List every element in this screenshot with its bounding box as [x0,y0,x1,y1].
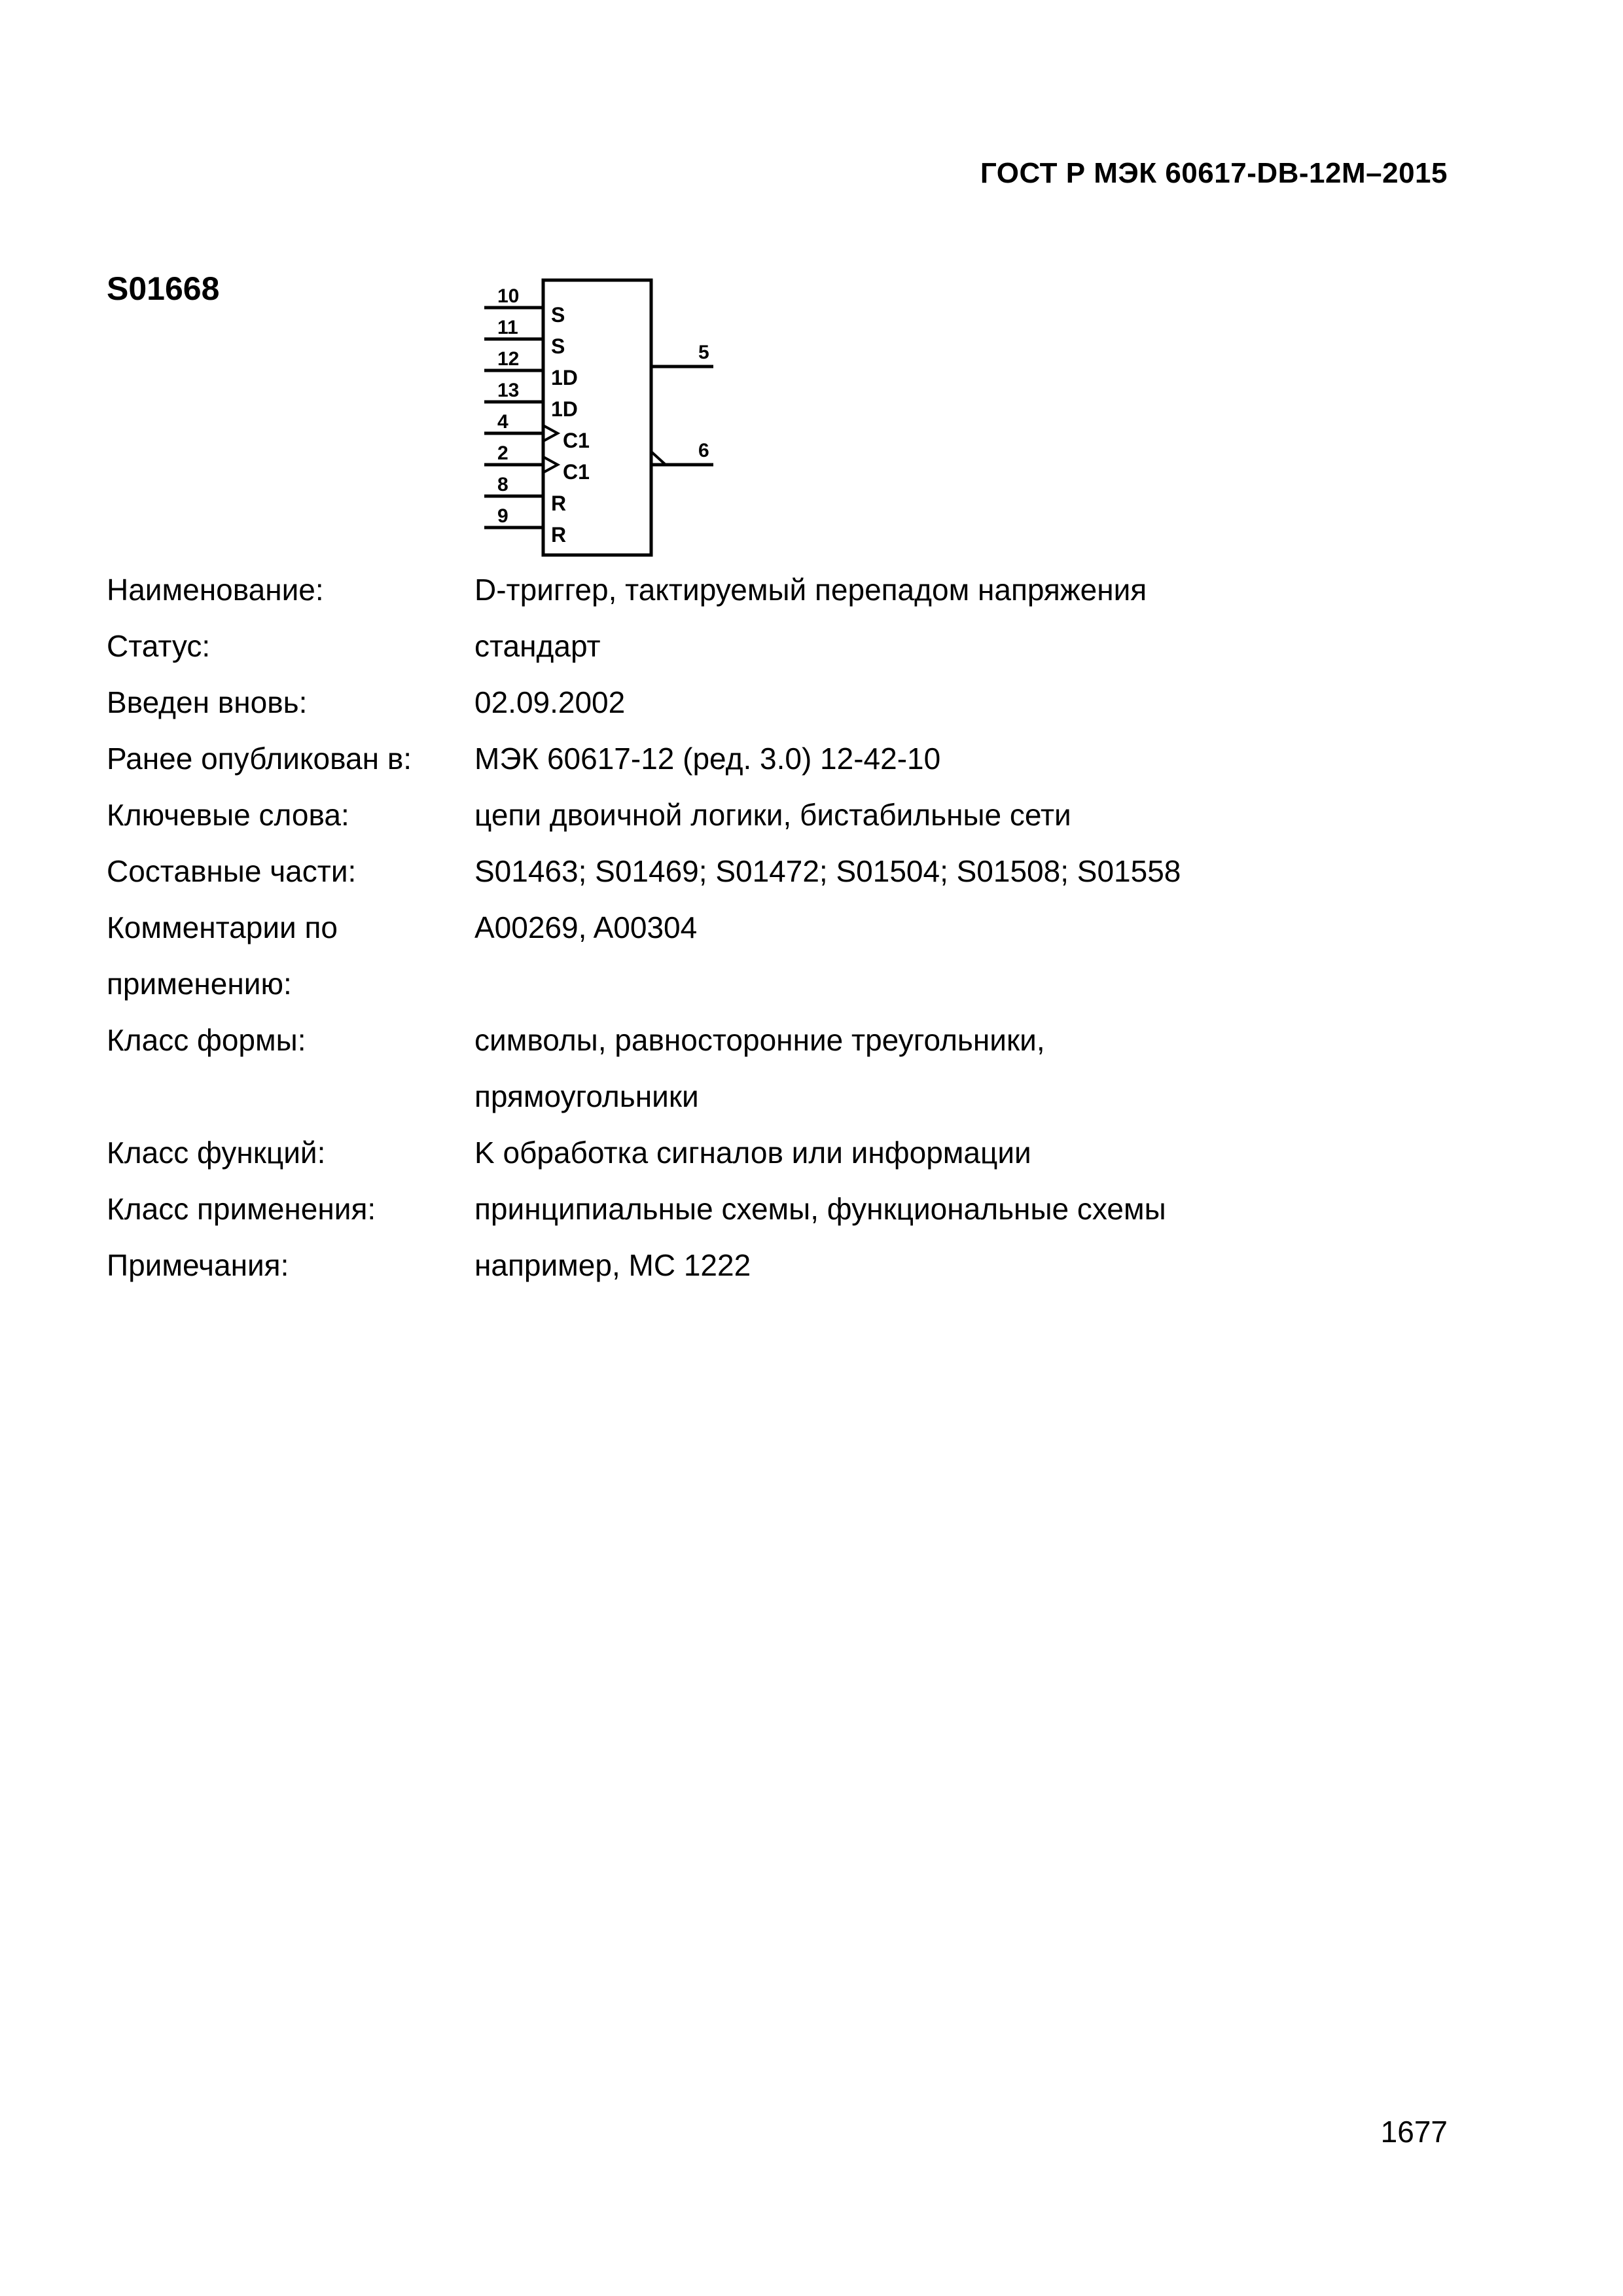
property-label-line: Наименование: [107,573,324,607]
property-label [107,618,474,674]
property-value [474,730,1481,787]
property-label-line: Статус: [107,629,211,663]
pin-number: 2 [497,442,508,464]
property-value-line: например, MC 1222 [474,1248,751,1282]
property-value-line: цепи двоичной логики, бистабильные сети [474,798,1071,832]
property-label-line: Класс применения: [107,1192,376,1226]
property-row [107,899,1481,1012]
property-value [474,1237,1481,1293]
property-value-line: МЭК 60617-12 (ред. 3.0) 12-42-10 [474,742,941,776]
property-label-line: Составные части: [107,854,357,888]
flip-flop-diagram [478,275,726,566]
property-value-line: A00269, A00304 [474,910,698,944]
property-value-line: S01463; S01469; S01472; S01504; S01508; S01558 [474,854,1181,888]
property-label-line: Примечания: [107,1248,289,1282]
input-label: C1 [563,429,590,452]
clock-triangle [543,425,558,441]
page-number: 1677 [1380,2115,1448,2149]
property-label [107,1124,474,1181]
property-value [474,843,1481,899]
property-label-line: Ранее опубликован в: [107,742,412,776]
property-label-line: Введен вновь: [107,685,308,719]
standard-header: ГОСТ Р МЭК 60617-DB-12M–2015 [980,157,1448,189]
input-label: 1D [551,366,578,389]
property-value [474,1181,1481,1237]
input-label: 1D [551,397,578,421]
property-row [107,730,1481,787]
property-label-line: Комментарии по [107,910,338,944]
pin-number: 8 [497,474,508,495]
input-label: S [551,334,565,358]
property-value-line: символы, равносторонние треугольники, [474,1023,1045,1057]
property-label-line: применению: [107,967,292,1001]
property-table [107,562,1481,1293]
property-value [474,674,1481,730]
property-label [107,562,474,618]
pin-number: 4 [497,411,508,433]
input-label: C1 [563,460,590,484]
property-row [107,843,1481,899]
input-label: S [551,303,565,327]
property-row [107,1181,1481,1237]
property-value [474,618,1481,674]
pin-number: 10 [497,285,520,307]
property-value [474,1012,1481,1124]
property-label-line: Класс функций: [107,1136,326,1170]
property-row [107,1124,1481,1181]
pin-number: 9 [497,505,508,527]
property-row [107,1012,1481,1124]
property-label-line: Класс формы: [107,1023,306,1057]
property-label [107,843,474,899]
property-row [107,562,1481,618]
property-value-line: K обработка сигналов или информации [474,1136,1031,1170]
property-label [107,1012,474,1124]
property-value-line: принципиальные схемы, функциональные схемы [474,1192,1166,1226]
property-row [107,1237,1481,1293]
property-label-line: Ключевые слова: [107,798,349,832]
property-label [107,787,474,843]
property-label [107,674,474,730]
pin-number: 13 [497,380,520,401]
property-label [107,1237,474,1293]
property-row [107,787,1481,843]
d-flip-flop-symbol [478,275,726,563]
property-value-line: D-триггер, тактируемый перепадом напряжения [474,573,1147,607]
clock-triangle [543,457,558,473]
property-value-line: прямоугольники [474,1079,699,1113]
property-value-line: 02.09.2002 [474,685,626,719]
property-value [474,899,1481,1012]
pin-number: 11 [497,317,518,338]
property-value [474,1124,1481,1181]
symbol-id: S01668 [107,270,220,307]
output-pin-number: 5 [698,342,709,363]
property-value [474,562,1481,618]
property-label [107,730,474,787]
negation-mark [651,452,666,465]
property-value-line: стандарт [474,629,601,663]
input-label: R [551,492,567,515]
property-label [107,1181,474,1237]
property-label [107,899,474,1012]
property-row [107,674,1481,730]
output-pin-number: 6 [698,440,709,461]
property-value [474,787,1481,843]
property-row [107,618,1481,674]
input-label: R [551,523,567,547]
pin-number: 12 [497,348,520,370]
